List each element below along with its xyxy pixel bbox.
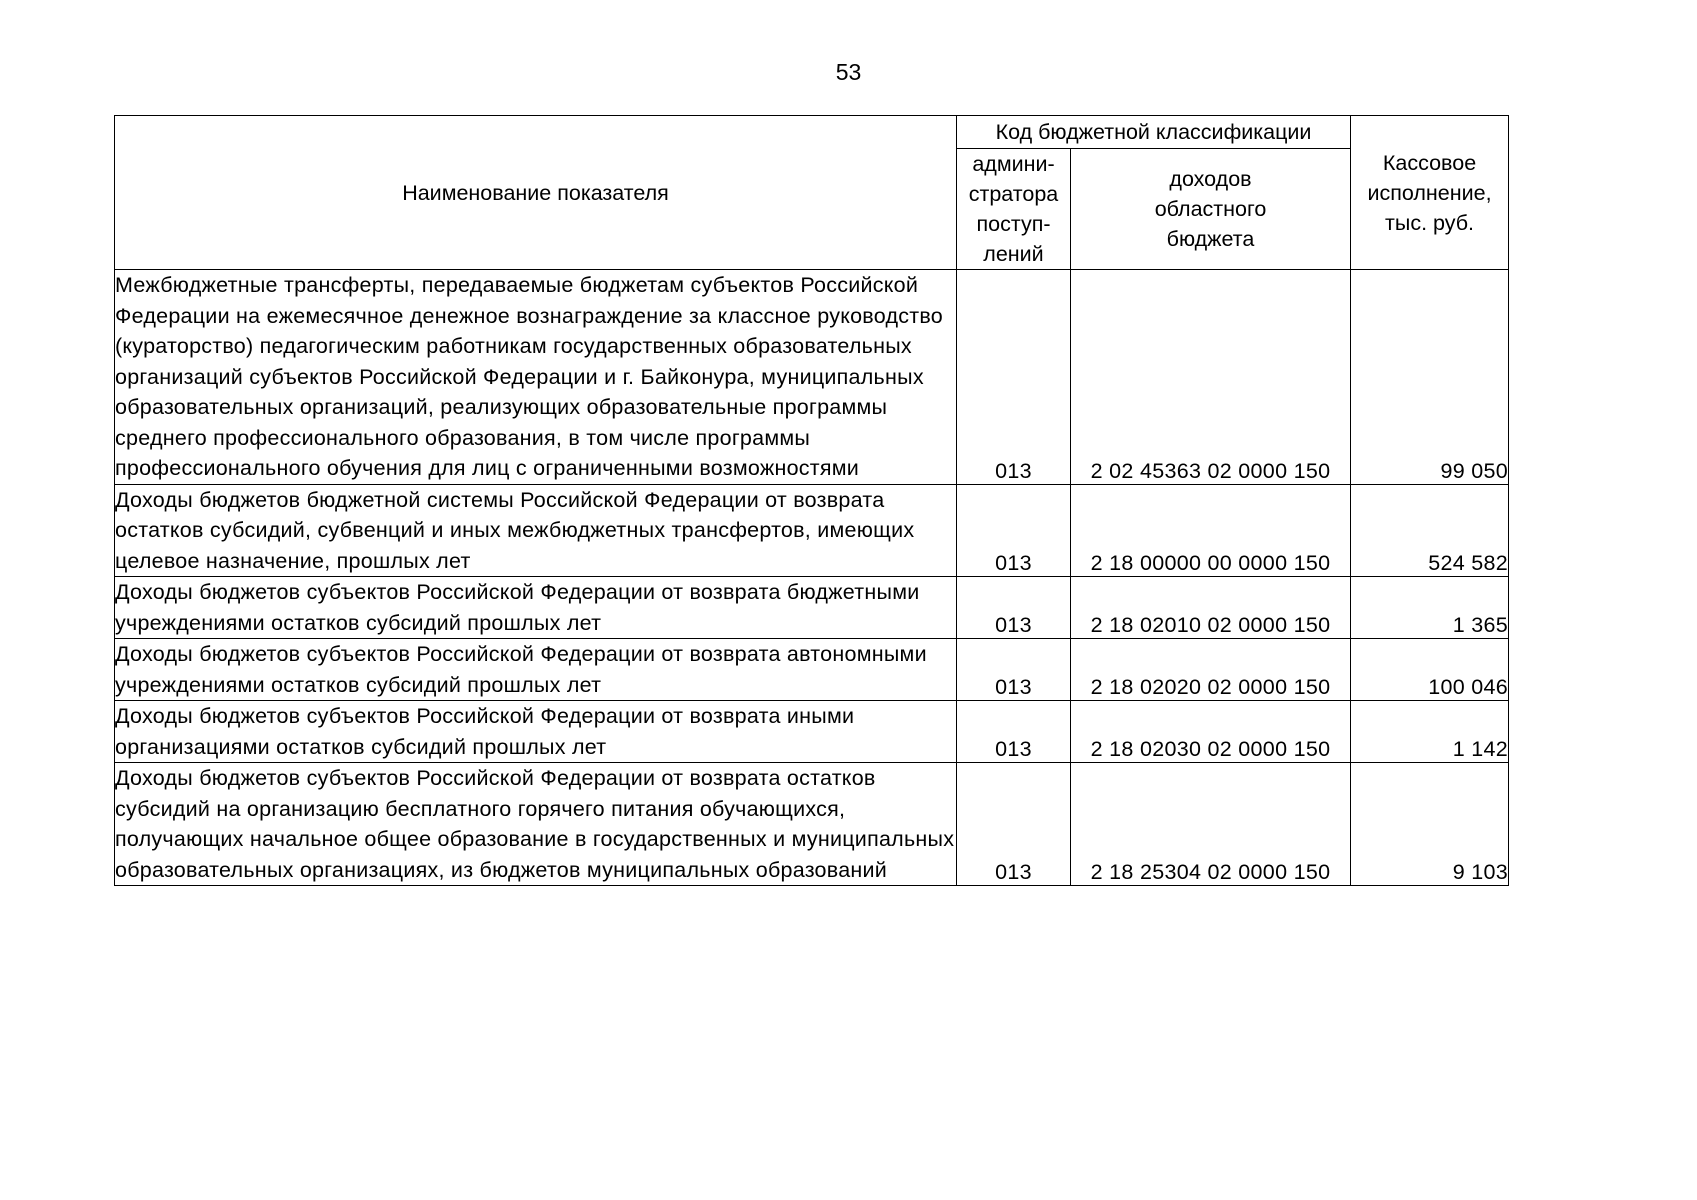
- table-row: [115, 484, 1509, 577]
- row-admin-cell: 013: [957, 763, 1071, 886]
- row-name-cell: Доходы бюджетов субъектов Российской Федерации от возврата иными организациями остатков субсидий прошлых лет: [115, 701, 957, 763]
- row-name-cell: Межбюджетные трансферты, передаваемые бюджетам субъектов Российской Федерации на ежемесячное денежное вознаграждение за классное руководство (кураторство) педагогическим работникам государственных образовательных организаций субъектов Российской Федерации и г. Байконура, муниципальных образовательных организаций, реализующих образовательные программы среднего профессионального образования, в том числе программы профессионального обучения для лиц с ограниченными возможностями: [115, 270, 957, 485]
- table-body: [115, 270, 1509, 886]
- budget-table: [114, 115, 1509, 886]
- row-name-cell: Доходы бюджетов субъектов Российской Федерации от возврата остатков субсидий на организацию бесплатного горячего питания обучающихся, получающих начальное общее образование в государственных и муниципальных образовательных организациях, из бюджетов муниципальных образований: [115, 763, 957, 886]
- row-name-cell: Доходы бюджетов бюджетной системы Российской Федерации от возврата остатков субсидий, субвенций и иных межбюджетных трансфертов, имеющих целевое назначение, прошлых лет: [115, 484, 957, 577]
- row-amount-cell: 1 365: [1351, 577, 1509, 639]
- row-code-cell: 2 18 02010 02 0000 150: [1071, 577, 1351, 639]
- header-admin: [957, 149, 1071, 270]
- row-admin-cell: 013: [957, 639, 1071, 701]
- header-code-group: Код бюджетной классификации: [957, 116, 1351, 149]
- row-name-cell: Доходы бюджетов субъектов Российской Федерации от возврата автономными учреждениями остатков субсидий прошлых лет: [115, 639, 957, 701]
- row-code-cell: 2 18 02020 02 0000 150: [1071, 639, 1351, 701]
- table-row: [115, 763, 1509, 886]
- row-name-cell: Доходы бюджетов субъектов Российской Федерации от возврата бюджетными учреждениями остатков субсидий прошлых лет: [115, 577, 957, 639]
- header-amount-text: Кассовое исполнение, тыс. руб.: [1367, 150, 1492, 235]
- row-amount-cell: 9 103: [1351, 763, 1509, 886]
- row-code-cell: 2 18 25304 02 0000 150: [1071, 763, 1351, 886]
- row-admin-cell: 013: [957, 484, 1071, 577]
- header-revenue-code: [1071, 149, 1351, 270]
- row-amount-cell: 100 046: [1351, 639, 1509, 701]
- row-code-cell: 2 02 45363 02 0000 150: [1071, 270, 1351, 485]
- row-code-cell: 2 18 02030 02 0000 150: [1071, 701, 1351, 763]
- table-row: [115, 270, 1509, 485]
- table-row: [115, 577, 1509, 639]
- table-row: [115, 639, 1509, 701]
- row-amount-cell: 99 050: [1351, 270, 1509, 485]
- row-admin-cell: 013: [957, 577, 1071, 639]
- header-admin-text: админи- стратора поступ- лений: [968, 152, 1059, 266]
- row-amount-cell: 524 582: [1351, 484, 1509, 577]
- row-amount-cell: 1 142: [1351, 701, 1509, 763]
- row-code-cell: 2 18 00000 00 0000 150: [1071, 484, 1351, 577]
- header-name: Наименование показателя: [115, 116, 957, 270]
- row-admin-cell: 013: [957, 270, 1071, 485]
- page-number: 53: [835, 59, 862, 85]
- header-amount: [1351, 116, 1509, 270]
- row-admin-cell: 013: [957, 701, 1071, 763]
- table-row: [115, 701, 1509, 763]
- header-revenue-code-text: доходов областного бюджета: [1154, 167, 1267, 251]
